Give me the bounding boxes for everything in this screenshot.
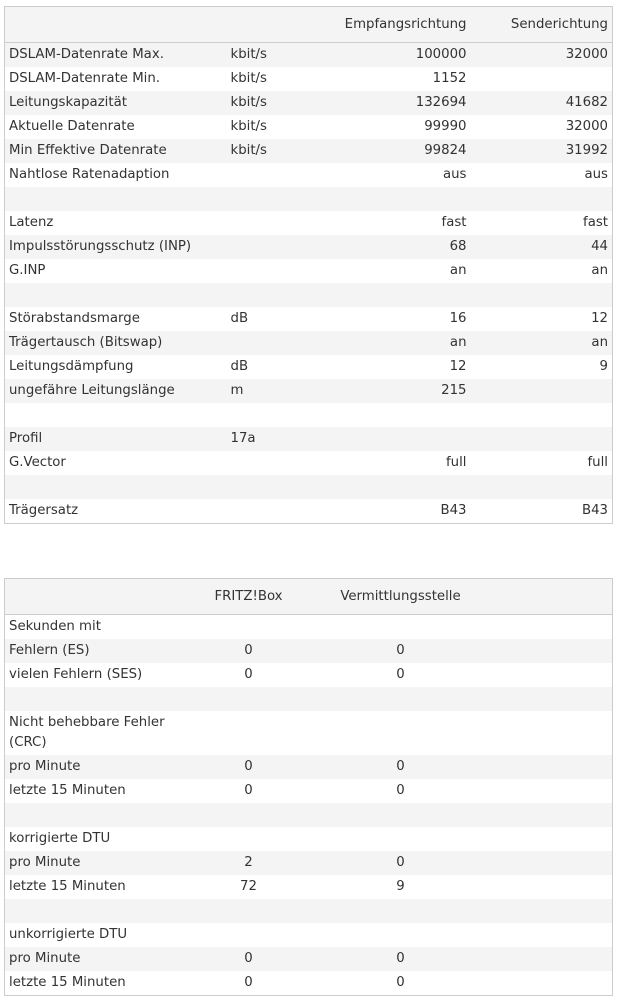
- row-downstream-value: 68: [337, 235, 471, 259]
- row-label: Min Effektive Datenrate: [5, 139, 227, 163]
- row-downstream-value: [337, 283, 471, 307]
- row-unit: [227, 331, 337, 355]
- row-upstream-value: full: [471, 451, 613, 475]
- row-label: DSLAM-Datenrate Max.: [5, 43, 227, 68]
- row-spacer-cell: [493, 615, 613, 640]
- row-spacer-cell: [493, 875, 613, 899]
- row-label: pro Minute: [5, 755, 189, 779]
- row-downstream-value: [337, 187, 471, 211]
- dsl-table-row: [5, 499, 613, 524]
- row-label: Aktuelle Datenrate: [5, 115, 227, 139]
- row-label: pro Minute: [5, 947, 189, 971]
- error-table-row: [5, 639, 613, 663]
- row-spacer-cell: [493, 779, 613, 803]
- row-upstream-value: [471, 187, 613, 211]
- row-fritzbox-value: [189, 899, 309, 923]
- row-upstream-value: 31992: [471, 139, 613, 163]
- row-downstream-value: full: [337, 451, 471, 475]
- row-label: Trägersatz: [5, 499, 227, 524]
- dsl-table-row: [5, 259, 613, 283]
- row-upstream-value: [471, 427, 613, 451]
- row-fritzbox-value: [189, 803, 309, 827]
- row-label: Leitungskapazität: [5, 91, 227, 115]
- row-fritzbox-value: 0: [189, 755, 309, 779]
- row-spacer-cell: [493, 899, 613, 923]
- row-upstream-value: [471, 283, 613, 307]
- row-label: Sekunden mit: [5, 615, 189, 640]
- row-downstream-value: 12: [337, 355, 471, 379]
- dsl-table-row: [5, 67, 613, 91]
- error-table-row: [5, 663, 613, 687]
- row-downstream-value: an: [337, 331, 471, 355]
- row-exchange-value: [309, 687, 493, 711]
- row-fritzbox-value: [189, 711, 309, 755]
- error-table-row: [5, 755, 613, 779]
- row-label: Nicht behebbare Fehler (CRC): [5, 711, 189, 755]
- dsl-table-row: [5, 379, 613, 403]
- dsl-table-row: [5, 331, 613, 355]
- row-downstream-value: 100000: [337, 43, 471, 68]
- dsl-info-table: [4, 6, 613, 524]
- dsl-table-row: [5, 283, 613, 307]
- error-table-row: [5, 827, 613, 851]
- row-label: unkorrigierte DTU: [5, 923, 189, 947]
- dsl-table-row: [5, 211, 613, 235]
- row-unit: kbit/s: [227, 91, 337, 115]
- error-table-row: [5, 947, 613, 971]
- header-upstream: Senderichtung: [471, 7, 613, 43]
- row-spacer-cell: [493, 687, 613, 711]
- dsl-table-row: [5, 475, 613, 499]
- row-label: Fehlern (ES): [5, 639, 189, 663]
- row-fritzbox-value: 0: [189, 779, 309, 803]
- dsl-table-row: [5, 187, 613, 211]
- row-unit: kbit/s: [227, 43, 337, 68]
- row-spacer-cell: [493, 923, 613, 947]
- row-exchange-value: [309, 827, 493, 851]
- error-table-header: [5, 579, 613, 615]
- row-label: korrigierte DTU: [5, 827, 189, 851]
- row-unit: dB: [227, 355, 337, 379]
- row-downstream-value: an: [337, 259, 471, 283]
- row-spacer-cell: [493, 971, 613, 996]
- row-exchange-value: 0: [309, 851, 493, 875]
- error-table-row: [5, 779, 613, 803]
- row-label: letzte 15 Minuten: [5, 779, 189, 803]
- row-spacer-cell: [493, 947, 613, 971]
- row-label: [5, 475, 227, 499]
- row-label: Impulsstörungsschutz (INP): [5, 235, 227, 259]
- row-upstream-value: 44: [471, 235, 613, 259]
- row-unit: m: [227, 379, 337, 403]
- row-unit: [227, 475, 337, 499]
- row-label: Latenz: [5, 211, 227, 235]
- row-label: G.Vector: [5, 451, 227, 475]
- error-stats-table: [4, 578, 613, 996]
- row-upstream-value: an: [471, 259, 613, 283]
- row-exchange-value: [309, 803, 493, 827]
- row-unit: [227, 451, 337, 475]
- row-upstream-value: 41682: [471, 91, 613, 115]
- row-fritzbox-value: 0: [189, 663, 309, 687]
- dsl-table-row: [5, 91, 613, 115]
- row-fritzbox-value: 0: [189, 947, 309, 971]
- dsl-table-row: [5, 403, 613, 427]
- header-unit-cell: [227, 7, 337, 43]
- row-spacer-cell: [493, 663, 613, 687]
- dsl-table-row: [5, 115, 613, 139]
- row-unit: kbit/s: [227, 115, 337, 139]
- row-fritzbox-value: [189, 615, 309, 640]
- row-exchange-value: 0: [309, 639, 493, 663]
- dsl-table-row: [5, 355, 613, 379]
- row-unit: [227, 187, 337, 211]
- dsl-table-row: [5, 163, 613, 187]
- row-unit: dB: [227, 307, 337, 331]
- row-downstream-value: 99824: [337, 139, 471, 163]
- row-downstream-value: 132694: [337, 91, 471, 115]
- error-table-row: [5, 711, 613, 755]
- row-unit: kbit/s: [227, 139, 337, 163]
- row-label: G.INP: [5, 259, 227, 283]
- row-exchange-value: [309, 899, 493, 923]
- row-fritzbox-value: 72: [189, 875, 309, 899]
- row-fritzbox-value: 0: [189, 971, 309, 996]
- row-exchange-value: 0: [309, 755, 493, 779]
- header-downstream: Empfangsrichtung: [337, 7, 471, 43]
- row-fritzbox-value: [189, 827, 309, 851]
- row-label: Profil: [5, 427, 227, 451]
- header-label-cell: [5, 579, 189, 615]
- row-unit: [227, 163, 337, 187]
- dsl-table-row: [5, 451, 613, 475]
- row-upstream-value: 32000: [471, 115, 613, 139]
- row-upstream-value: 9: [471, 355, 613, 379]
- error-table-row: [5, 971, 613, 996]
- row-spacer-cell: [493, 711, 613, 755]
- dsl-table-row: [5, 43, 613, 68]
- row-unit: [227, 283, 337, 307]
- row-downstream-value: fast: [337, 211, 471, 235]
- row-upstream-value: aus: [471, 163, 613, 187]
- row-exchange-value: 9: [309, 875, 493, 899]
- row-label: [5, 187, 227, 211]
- row-spacer-cell: [493, 851, 613, 875]
- row-unit: 17a: [227, 427, 337, 451]
- row-label: Störabstandsmarge: [5, 307, 227, 331]
- row-spacer-cell: [493, 803, 613, 827]
- row-label: Trägertausch (Bitswap): [5, 331, 227, 355]
- row-label: [5, 283, 227, 307]
- error-table-row: [5, 687, 613, 711]
- row-upstream-value: [471, 403, 613, 427]
- row-upstream-value: B43: [471, 499, 613, 524]
- error-table-row: [5, 923, 613, 947]
- row-label: [5, 803, 189, 827]
- row-unit: [227, 235, 337, 259]
- header-spacer-cell: [493, 579, 613, 615]
- row-downstream-value: 1152: [337, 67, 471, 91]
- row-label: letzte 15 Minuten: [5, 971, 189, 996]
- row-fritzbox-value: [189, 923, 309, 947]
- row-downstream-value: B43: [337, 499, 471, 524]
- error-table-row: [5, 899, 613, 923]
- row-unit: kbit/s: [227, 67, 337, 91]
- error-table-row: [5, 875, 613, 899]
- row-exchange-value: 0: [309, 971, 493, 996]
- row-downstream-value: [337, 475, 471, 499]
- row-upstream-value: 12: [471, 307, 613, 331]
- row-label: [5, 403, 227, 427]
- row-label: ungefähre Leitungslänge: [5, 379, 227, 403]
- row-upstream-value: an: [471, 331, 613, 355]
- row-label: pro Minute: [5, 851, 189, 875]
- dsl-table-row: [5, 427, 613, 451]
- row-upstream-value: fast: [471, 211, 613, 235]
- row-exchange-value: 0: [309, 663, 493, 687]
- row-upstream-value: [471, 67, 613, 91]
- error-table-row: [5, 803, 613, 827]
- row-label: Nahtlose Ratenadaption: [5, 163, 227, 187]
- row-label: letzte 15 Minuten: [5, 875, 189, 899]
- row-unit: [227, 499, 337, 524]
- row-exchange-value: [309, 923, 493, 947]
- row-unit: [227, 259, 337, 283]
- error-table-row: [5, 615, 613, 640]
- dsl-table-row: [5, 235, 613, 259]
- row-upstream-value: 32000: [471, 43, 613, 68]
- header-fritzbox: FRITZ!Box: [189, 579, 309, 615]
- header-label-cell: [5, 7, 227, 43]
- row-exchange-value: 0: [309, 947, 493, 971]
- row-exchange-value: [309, 615, 493, 640]
- dsl-table-header: [5, 7, 613, 43]
- row-fritzbox-value: 0: [189, 639, 309, 663]
- row-spacer-cell: [493, 639, 613, 663]
- row-exchange-value: [309, 711, 493, 755]
- row-exchange-value: 0: [309, 779, 493, 803]
- dsl-table-row: [5, 139, 613, 163]
- row-downstream-value: 99990: [337, 115, 471, 139]
- row-label: [5, 687, 189, 711]
- row-spacer-cell: [493, 827, 613, 851]
- row-unit: [227, 211, 337, 235]
- row-label: DSLAM-Datenrate Min.: [5, 67, 227, 91]
- row-upstream-value: [471, 379, 613, 403]
- row-downstream-value: aus: [337, 163, 471, 187]
- row-fritzbox-value: 2: [189, 851, 309, 875]
- row-downstream-value: 16: [337, 307, 471, 331]
- row-downstream-value: [337, 403, 471, 427]
- header-exchange: Vermittlungsstelle: [309, 579, 493, 615]
- row-downstream-value: [337, 427, 471, 451]
- error-table-row: [5, 851, 613, 875]
- row-fritzbox-value: [189, 687, 309, 711]
- row-upstream-value: [471, 475, 613, 499]
- dsl-table-row: [5, 307, 613, 331]
- row-label: Leitungsdämpfung: [5, 355, 227, 379]
- row-label: vielen Fehlern (SES): [5, 663, 189, 687]
- row-unit: [227, 403, 337, 427]
- row-downstream-value: 215: [337, 379, 471, 403]
- row-spacer-cell: [493, 755, 613, 779]
- row-label: [5, 899, 189, 923]
